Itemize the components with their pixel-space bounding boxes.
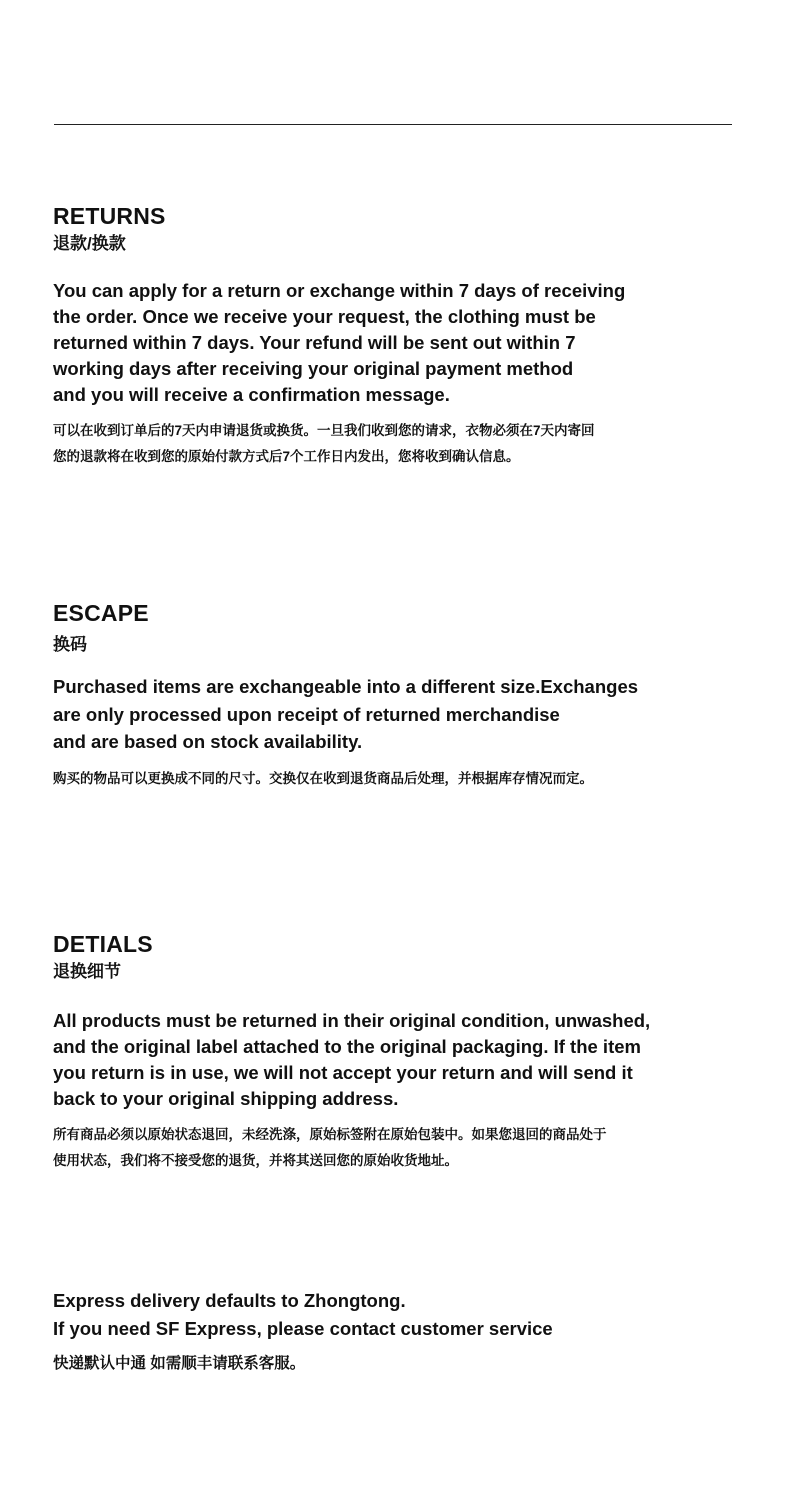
escape-title: ESCAPE: [53, 600, 149, 626]
returns-en-line: and you will receive a confirmation message.: [53, 384, 450, 405]
express-cn-line: 快递默认中通 如需顺丰请联系客服。: [53, 1355, 306, 1372]
express-body-cn: [53, 1351, 753, 1377]
escape-en-line: are only processed upon receipt of returned merchandise: [53, 703, 560, 725]
returns-cn-line: 可以在收到订单后的7天内申请退货或换货。一旦我们收到您的请求，衣物必须在7天内寄回: [53, 423, 595, 438]
escape-section: [53, 599, 753, 792]
details-title: DETIALS: [53, 931, 153, 957]
express-en-line: Express delivery defaults to Zhongtong.: [53, 1290, 406, 1311]
details-en-line: and the original label attached to the original packaging. If the item: [53, 1036, 641, 1057]
details-body-cn: [53, 1122, 753, 1174]
escape-en-line: and are based on stock availability.: [53, 731, 363, 752]
returns-cn-line: 您的退款将在收到您的原始付款方式后7个工作日内发出，您将收到确认信息。: [53, 449, 520, 464]
returns-title: RETURNS: [53, 203, 166, 229]
express-en-line: If you need SF Express, please contact customer service: [53, 1318, 553, 1339]
escape-body-cn: [53, 766, 753, 792]
escape-subtitle-cn: 换码: [53, 635, 87, 654]
escape-en-line: Purchased items are exchangeable into a different size.Exchanges: [53, 676, 639, 697]
details-en-line: back to your original shipping address.: [53, 1088, 399, 1109]
details-section: [53, 930, 753, 1174]
express-section: [53, 1287, 753, 1377]
escape-cn-line: 购买的物品可以更换成不同的尺寸。交换仅在收到退货商品后处理，并根据库存情况而定。: [53, 770, 593, 786]
top-divider: [54, 124, 732, 125]
returns-body-cn: [53, 418, 753, 470]
returns-subtitle-cn: 退款/换款: [53, 234, 126, 253]
details-cn-line: 所有商品必须以原始状态退回，未经洗涤，原始标签附在原始包装中。如果您退回的商品处于: [53, 1127, 607, 1142]
details-body-en: [53, 1008, 753, 1112]
returns-en-line: returned within 7 days. Your refund will be sent out within 7: [53, 332, 576, 353]
returns-en-line: the order. Once we receive your request, the clothing must be: [53, 306, 596, 327]
escape-body-en: [53, 673, 753, 756]
details-en-line: All products must be returned in their original condition, unwashed,: [53, 1010, 651, 1031]
details-cn-line: 使用状态，我们将不接受您的退货，并将其送回您的原始收货地址。: [53, 1153, 458, 1168]
express-body-en: [53, 1287, 753, 1343]
details-en-line: you return is in use, we will not accept your return and will send it: [53, 1062, 633, 1083]
returns-en-line: You can apply for a return or exchange within 7 days of receiving: [53, 280, 626, 301]
returns-en-line: working days after receiving your original payment method: [53, 358, 574, 379]
details-subtitle-cn: 退换细节: [53, 962, 121, 981]
returns-section: [53, 202, 753, 470]
returns-body-en: [53, 278, 753, 408]
